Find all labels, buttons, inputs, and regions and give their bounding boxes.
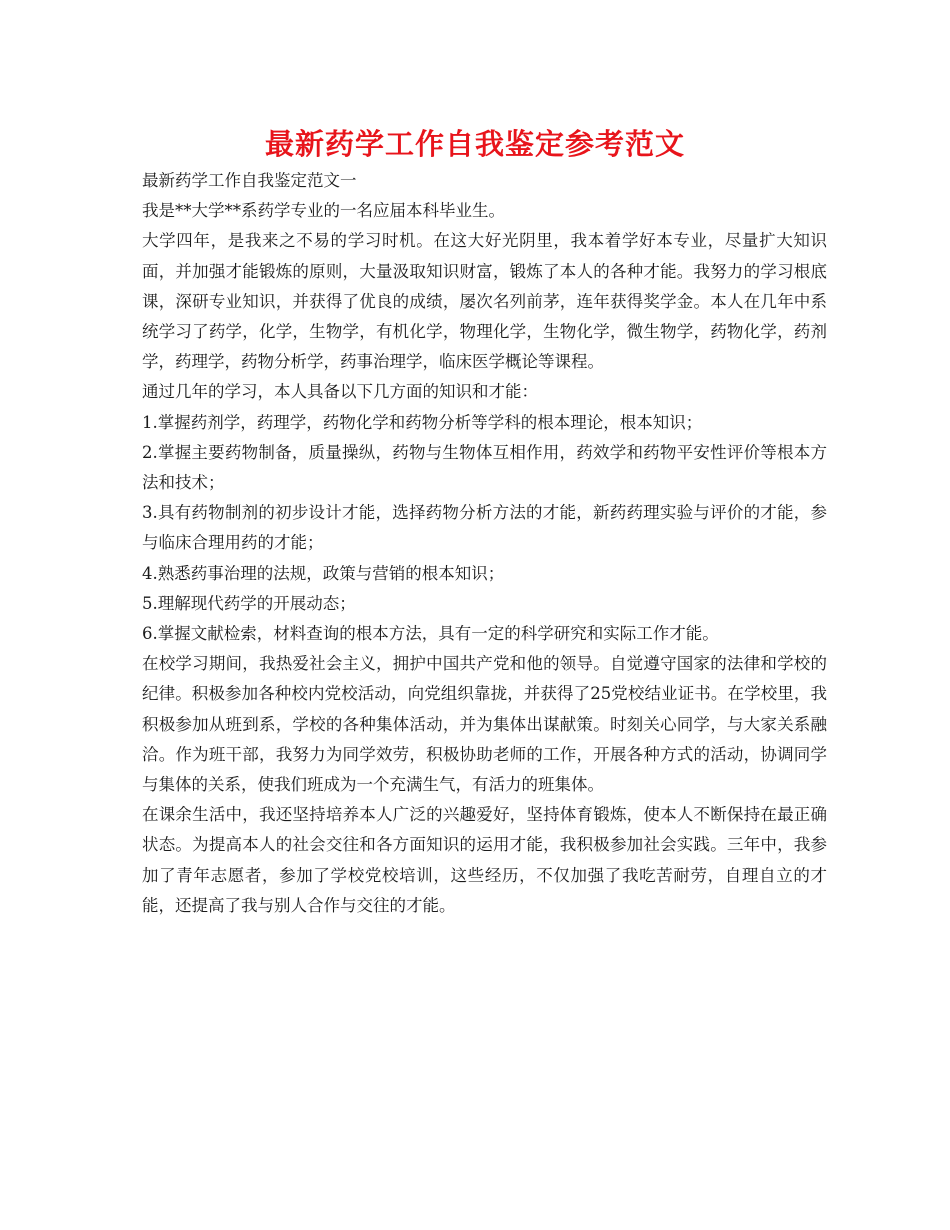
paragraph: 最新药学工作自我鉴定范文一 (142, 171, 357, 190)
document-body (142, 166, 827, 921)
paragraph: 我是**大学**系药学专业的一名应届本科毕业生。 (142, 201, 505, 221)
paragraph: 在校学习期间，我热爱社会主义，拥护中国共产党和他的领导。自觉遵守国家的法律和学校的纪律。积极参加各种校内党校活动，向党组织靠拢，并获得了25党校结业证书。在学校里，我积极参加从班到系，学校的各种集体活动，并为集体出谋献策。时刻关心同学，与大家关系融洽。作为班干部，我努力为同学效劳，积极协助老师的工作，开展各种方式的活动，协调同学与集体的关系，使我们班成为一个充满生气，有活力的班集体。 (142, 654, 827, 795)
list-item: 4.熟悉药事治理的法规，政策与营销的根本知识； (142, 563, 505, 583)
list-item: 1.掌握药剂学，药理学，药物化学和药物分析等学科的根本理论，根本知识； (142, 412, 703, 432)
paragraph: 在课余生活中，我还坚持培养本人广泛的兴趣爱好，坚持体育锻炼，使本人不断保持在最正确状态。为提高本人的社会交往和各方面知识的运用才能，我积极参加社会实践。三年中，我参加了青年志愿者，参加了学校党校培训，这些经历，不仅加强了我吃苦耐劳，自理自立的才能，还提高了我与别人合作与交往的才能。 (142, 805, 827, 915)
paragraph: 大学四年，是我来之不易的学习时机。在这大好光阴里，我本着学好本专业，尽量扩大知识面，并加强才能锻炼的原则，大量汲取知识财富，锻炼了本人的各种才能。我努力的学习根底课，深研专业知识，并获得了优良的成绩，屡次名列前茅，连年获得奖学金。本人在几年中系统学习了药学，化学，生物学，有机化学，物理化学，生物化学，微生物学，药物化学，药剂学，药理学，药物分析学，药事治理学，临床医学概论等课程。 (142, 231, 827, 372)
list-item: 2.掌握主要药物制备，质量操纵，药物与生物体互相作用，药效学和药物平安性评价等根本方法和技术； (142, 442, 827, 493)
paragraph: 通过几年的学习，本人具备以下几方面的知识和才能： (142, 382, 538, 402)
document-title: 最新药学工作自我鉴定参考范文 (264, 127, 685, 161)
list-item: 3.具有药物制剂的初步设计才能，选择药物分析方法的才能，新药药理实验与评价的才能，参与临床合理用药的才能； (142, 503, 827, 553)
list-item: 5.理解现代药学的开展动态； (142, 593, 356, 613)
list-item: 6.掌握文献检索，材料查询的根本方法，具有一定的科学研究和实际工作才能。 (142, 624, 719, 644)
